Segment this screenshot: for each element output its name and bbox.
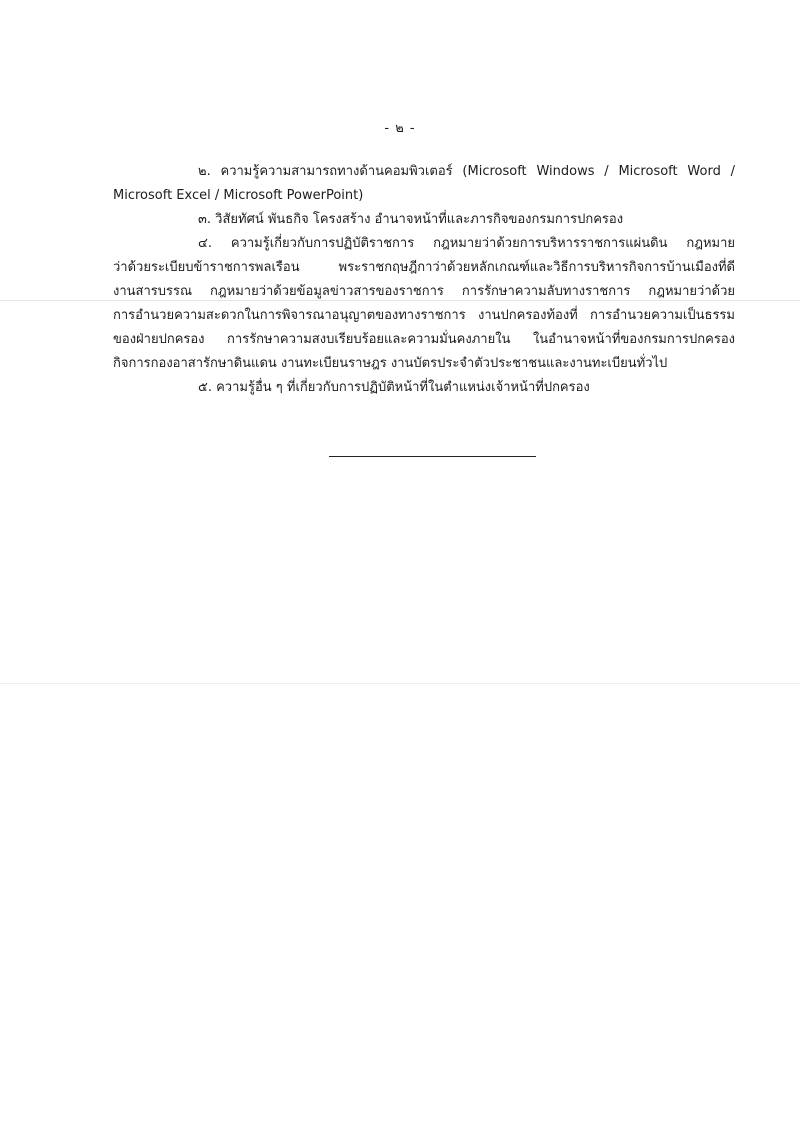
text-line: ๒. ความรู้ความสามารถทางด้านคอมพิวเตอร์ (Microsoft Windows / Microsoft Word / (198, 164, 735, 179)
list-item-government-knowledge (113, 232, 735, 376)
list-item-computer-skills (113, 160, 735, 208)
closing-divider (329, 456, 536, 457)
text-line: การอำนวยความสะดวกในการพิจารณาอนุญาตของทางราชการ งานปกครองท้องที่ การอำนวยความเป็นธรรม (113, 308, 735, 323)
text-line: ของฝ่ายปกครอง การรักษาความสงบเรียบร้อยและความมั่นคงภายใน ในอำนาจหน้าที่ของกรมการปกครอง (113, 332, 735, 347)
text-line: ๕. ความรู้อื่น ๆ ที่เกี่ยวกับการปฏิบัติหน้าที่ในตำแหน่งเจ้าหน้าที่ปกครอง (198, 380, 590, 395)
list-item-vision-mission (113, 208, 735, 232)
text-line: งานสารบรรณ กฎหมายว่าด้วยข้อมูลข่าวสารของราชการ การรักษาความลับทางราชการ กฎหมายว่าด้วย (113, 284, 735, 299)
document-body (113, 160, 735, 400)
text-line: กิจการกองอาสารักษาดินแดน งานทะเบียนราษฎร งานบัตรประจำตัวประชาชนและงานทะเบียนทั่วไป (113, 356, 668, 371)
page-number: - ๒ - (384, 121, 416, 136)
list-item-other-knowledge (113, 376, 735, 400)
text-line: ๔. ความรู้เกี่ยวกับการปฏิบัติราชการ กฎหมายว่าด้วยการบริหารราชการแผ่นดิน กฎหมาย (198, 236, 735, 251)
scan-artifact-line (0, 683, 800, 684)
text-line: Microsoft Excel / Microsoft PowerPoint) (113, 188, 364, 203)
text-line: ๓. วิสัยทัศน์ พันธกิจ โครงสร้าง อำนาจหน้าที่และภารกิจของกรมการปกครอง (198, 212, 624, 227)
text-line: ว่าด้วยระเบียบข้าราชการพลเรือน พระราชกฤษฎีกาว่าด้วยหลักเกณฑ์และวิธีการบริหารกิจการบ้านเมืองที่ดี (113, 260, 735, 275)
